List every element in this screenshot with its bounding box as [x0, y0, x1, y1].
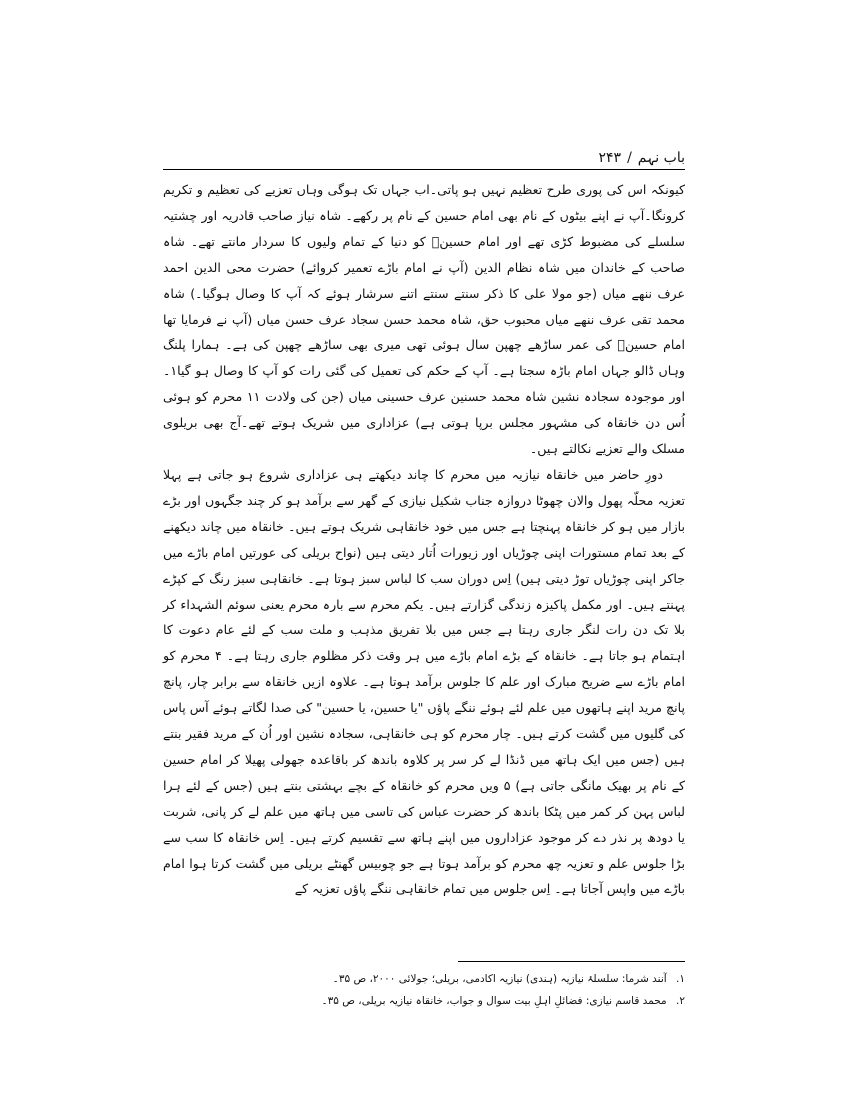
- header-separator: /: [627, 150, 632, 166]
- footnote-2-text: محمد قاسم نیازی: فضائلِ اہلِ بیت سوال و جواب، خانقاہ نیازیہ بریلی، ص ۳۵۔: [321, 995, 667, 1007]
- chapter-title: باب نہم: [637, 150, 685, 166]
- body-text: [163, 177, 685, 902]
- footnotes: [163, 968, 685, 1012]
- running-header: [163, 138, 685, 166]
- paragraph-1: کیونکہ اس کی پوری طرح تعظیم نہیں ہو پاتی۔اب جہاں تک ہوگی وہاں تعزیے کی تعظیم و تکریم کرونگا۔آپ نے اپنے بیٹوں کے نام بھی امام حسین کے نام پر رکھے۔ شاہ نیاز صاحب قادریہ اور چشتیہ سلسلے کی مضبوط کڑی تھے اور امام حسینؑ کو دنیا کے تمام ولیوں کا سردار مانتے تھے۔ شاہ صاحب کے خاندان میں شاہ نظام الدین (آپ نے امام باڑے تعمیر کروائے) حضرت محی الدین احمد عرف ننھے میاں (جو مولا علی کا ذکر سنتے سنتے اتنے سرشار ہوئے کہ آپ کا وصال ہوگیا۔) شاہ محمد تقی عرف ننھے میاں محبوب حق، شاہ محمد حسن سجاد عرف حسن میاں (آپ نے فرمایا تھا امام حسینؑ کی عمر ساڑھے چھپن سال ہوئی تھی میری بھی ساڑھے چھپن کی ہے۔ ہمارا پلنگ وہاں ڈالو جہاں امام باڑہ سجتا ہے۔ آپ کے حکم کی تعمیل کی گئی رات کو آپ کا وصال ہو گیا۱۔ اور موجودہ سجادہ نشین شاہ محمد حسنین عرف حسینی میاں (جن کی ولادت ۱۱ محرم کو ہوئی اُس دن خانقاہ کی مشہور مجلس برپا ہوتی ہے) عزاداری میں شریک ہوتے تھے۔آج بھی بریلوی مسلک والے تعزیے نکالتے ہیں۔: [163, 182, 685, 457]
- footnote-2: [163, 990, 685, 1012]
- header-rule: [163, 169, 685, 170]
- footnote-1-number: ۱.: [676, 973, 685, 985]
- footnote-1: [163, 968, 685, 990]
- paragraph-2: دورِ حاضر میں خانقاہ نیازیہ میں محرم کا چاند دیکھتے ہی عزاداری شروع ہو جاتی ہے پہلا تعزیہ محلّہ پھول والان چھوٹا دروازہ جناب شکیل نیازی کے گھر سے برآمد ہو کر چند جگہوں اور بڑے بازار میں ہو کر خانقاہ پہنچتا ہے جس میں خود خانقاہی شریک ہوتے ہیں۔ خانقاہ میں چاند دیکھنے کے بعد تمام مستورات اپنی چوڑیاں اور زیورات اُتار دیتی ہیں (نواح بریلی کی عورتیں امام باڑے میں جاکر اپنی چوڑیاں توڑ دیتی ہیں) اِس دوران سب کا لباس سبز ہوتا ہے۔ خانقاہی سبز رنگ کے کپڑے پہنتے ہیں۔ اور مکمل پاکیزہ زندگی گزارتے ہیں۔ یکم محرم سے بارہ محرم یعنی سوئم الشہداء کر بلا تک دن رات لنگر جاری رہتا ہے جس میں بلا تفریق مذہب و ملت سب کے لئے عام دعوت کا اہتمام ہو جاتا ہے۔ خانقاہ کے بڑے امام باڑے میں ہر وقت ذکر مظلوم جاری رہتا ہے۔ ۴ محرم کو امام باڑے سے ضریح مبارک اور علم کا جلوس برآمد ہوتا ہے۔ علاوہ ازیں خانقاہ سے برابر چار، پانچ پانچ مرید اپنے ہاتھوں میں علم لئے ہوئے ننگے پاؤں "یا حسین، یا حسین" کی صدا لگاتے ہوئے آس پاس کی گلیوں میں گشت کرتے ہیں۔ چار محرم کو ہی خانقاہی، سجادہ نشین اور اُن کے مرید فقیر بنتے ہیں (جس میں ایک ہاتھ میں ڈنڈا لے کر سر پر کلاوہ باندھ کر باقاعدہ جھولی پھیلا کر امام حسین کے نام پر بھیک مانگی جاتی ہے) ۵ ویں محرم کو خانقاہ کے بچے بہشتی بنتے ہیں (جس کے لئے ہرا لباس پہن کر کمر میں پٹکا باندھ کر حضرت عباس کی تاسی میں ہاتھ میں علم لے کر پانی، شربت یا دودھ پر نذر دے کر موجود عزاداروں میں اپنے ہاتھ سے تقسیم کرتے ہیں۔ اِس خانقاہ کا سب سے بڑا جلوس علم و تعزیہ چھ محرم کو برآمد ہوتا ہے جو چوبیس گھنٹے بریلی میں گشت کرتا ہوا امام باڑے میں واپس آجاتا ہے۔ اِس جلوس میں تمام خانقاہی ننگے پاؤں تعزیہ کے: [163, 466, 685, 897]
- footnote-rule: [458, 961, 685, 962]
- footnote-2-number: ۲.: [676, 995, 685, 1007]
- footnote-1-text: آنند شرما: سلسلۂ نیازیہ (ہندی) نیازیہ اکادمی، بریلی؛ جولائی ۲۰۰۰، ص ۳۵۔: [332, 973, 667, 985]
- page-number: ۲۴۳: [598, 150, 622, 166]
